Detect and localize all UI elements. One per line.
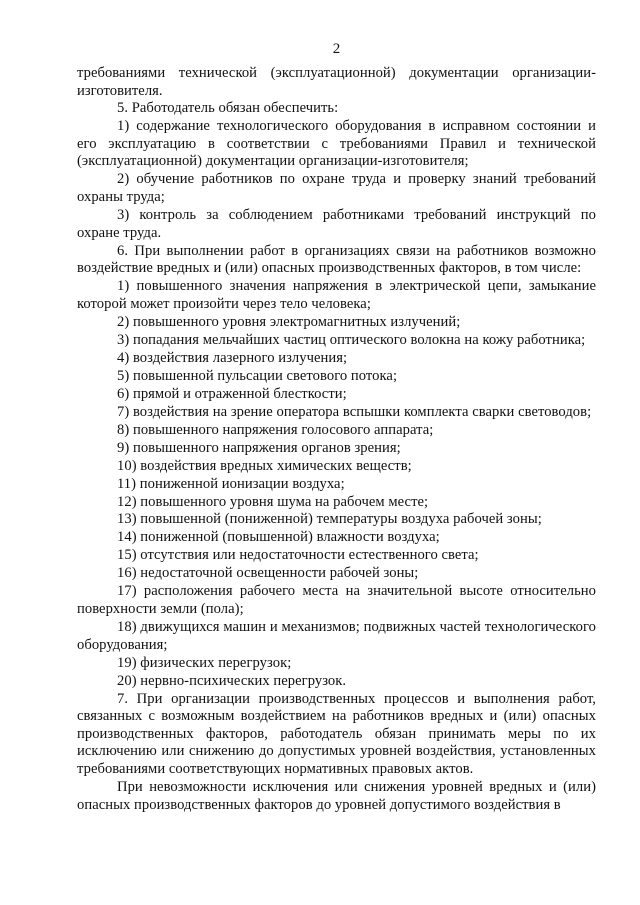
paragraph-5-heading: 5. Работодатель обязан обеспечить: (117, 100, 339, 117)
paragraph-6-item-5: 5) повышенной пульсации светового потока; (117, 367, 398, 384)
paragraph-6-item-18: 18) движущихся машин и механизмов; подвижных частей технологического оборудования; (77, 619, 596, 653)
paragraph-6-item-1: 1) повышенного значения напряжения в электрической цепи, замыкание которой может произойти через тело человека; (77, 278, 596, 312)
paragraph-6-item-20: 20) нервно-психических перегрузок. (117, 672, 347, 689)
paragraph-5-item-1: 1) содержание технологического оборудования в исправном состоянии и его эксплуатацию в соответствии с требованиями Правил и технической (эксплуатационной) документации организации-изготовителя; (77, 118, 596, 170)
paragraph-6-item-16: 16) недостаточной освещенности рабочей зоны; (117, 565, 419, 582)
paragraph-6-heading: 6. При выполнении работ в организациях связи на работников возможно воздействие вредных и (или) опасных производственных факторов, в том числе: (77, 242, 596, 277)
paragraph-6-item-13: 13) повышенной (пониженной) температуры воздуха рабочей зоны; (117, 511, 542, 528)
paragraph-6-item-2: 2) повышенного уровня электромагнитных излучений; (117, 313, 461, 330)
page-number: 2 (332, 41, 341, 57)
paragraph-6-item-4: 4) воздействия лазерного излучения; (117, 349, 348, 366)
paragraph-6-item-11: 11) пониженной ионизации воздуха; (117, 475, 345, 492)
paragraph-8: При невозможности исключения или снижения уровней вредных и (или) опасных производственных факторов до уровней допустимого воздействия в (77, 778, 596, 813)
paragraph-6-item-9: 9) повышенного напряжения органов зрения; (117, 439, 401, 456)
paragraph-6-item-12: 12) повышенного уровня шума на рабочем месте; (117, 493, 429, 510)
paragraph-6-item-3: 3) попадания мельчайших частиц оптического волокна на кожу работника; (117, 331, 586, 348)
paragraph-6-item-15: 15) отсутствия или недостаточности естественного света; (117, 547, 479, 564)
paragraph-5-item-3: 3) контроль за соблюдением работниками требований инструкций по охране труда. (77, 206, 596, 241)
paragraph-6-item-19: 19) физических перегрузок; (117, 654, 292, 671)
paragraph-continuation: требованиями технической (эксплуатационной) документации организации-изготовителя. (77, 65, 596, 99)
paragraph-6-item-17: 17) расположения рабочего места на значительной высоте относительно поверхности земли (пола); (77, 583, 596, 618)
paragraph-6-item-7: 7) воздействия на зрение оператора вспышки комплекта сварки световодов; (117, 403, 592, 420)
paragraph-5-item-2: 2) обучение работников по охране труда и проверку знаний требований охраны труда; (77, 171, 596, 205)
paragraph-7: 7. При организации производственных процессов и выполнения работ, связанных с возможным воздействием на работников вредных и (или) опасных производственных факторов, работодатель обязан принимать меры по их исключению или снижению до допустимых уровней воздействия, установленных требованиями соответствующих нормативных правовых актов. (77, 690, 596, 777)
paragraph-6-item-10: 10) воздействия вредных химических веществ; (117, 457, 412, 474)
paragraph-6-item-14: 14) пониженной (повышенной) влажности воздуха; (117, 529, 440, 546)
paragraph-6-item-6: 6) прямой и отраженной блесткости; (117, 385, 347, 402)
paragraph-6-item-8: 8) повышенного напряжения голосового аппарата; (117, 421, 434, 438)
